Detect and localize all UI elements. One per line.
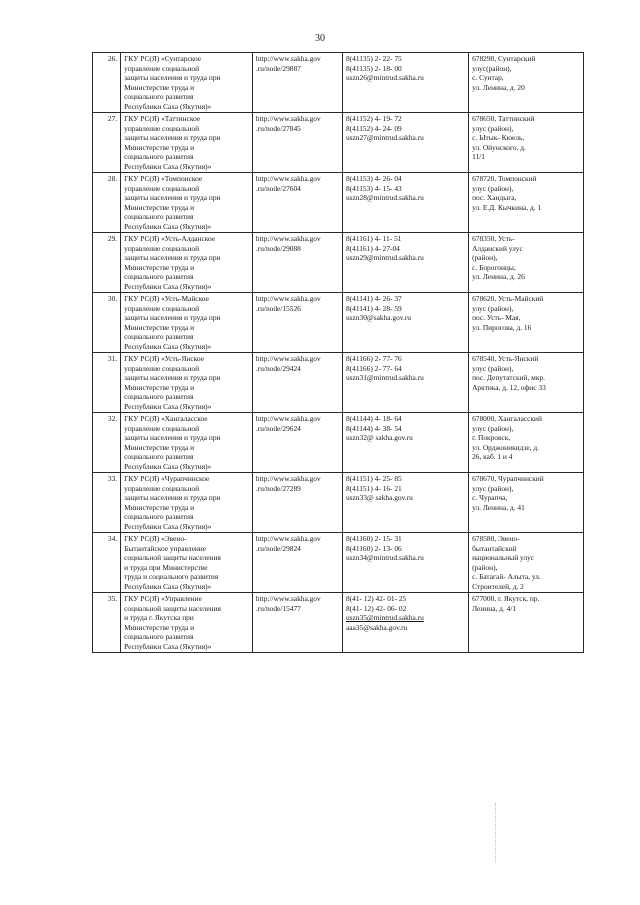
institution-name-line: защиты населения и труда при [124,313,221,323]
table-row [93,533,584,593]
institution-name-cell [121,293,253,353]
address-line: 678350, Усть- [472,234,515,243]
contacts-line: 8(41144) 4- 38- 54 [345,423,402,433]
institution-name-cell [121,353,253,413]
institution-name-line: социального развития [124,92,194,102]
institutions-table [92,52,584,653]
address-cell [469,113,584,173]
institution-name-line: Министерстве труда и [124,622,195,632]
row-number: 33. [93,473,121,533]
institution-name-line: защиты населения и труда при [124,493,221,503]
institution-name-line: социального развития [124,212,194,222]
contacts-line: 8(41141) 4- 28- 59 [345,303,402,313]
address-line: с. Ытык- Кюель, [472,133,525,143]
website-link-line: .ru/node/15526 [255,303,301,313]
contacts-cell [342,533,468,593]
institution-name-line: Республики Саха (Якутия)» [124,281,212,291]
institution-name-line: социального развития [124,332,194,342]
table-row [93,593,584,653]
institution-name-line: ГКУ РС(Я) «Чурапчинское [124,474,210,483]
address-line: улус (район), [472,303,514,313]
institution-name-line: управление социальной [124,183,200,193]
institution-name-line: социального развития [124,452,194,462]
institution-name-line: управление социальной [124,423,200,433]
institution-name-line: Министерстве труда и [124,262,195,272]
address-line: 26, каб. 1 и 4 [472,452,513,462]
website-link-line: .ru/node/29824 [255,543,301,553]
address-line: с. Борогонцы, [472,262,516,272]
institution-name-line: ГКУ РС(Я) «Усть-Алданское [124,234,216,243]
institution-name-line: защиты населения и труда при [124,433,221,443]
website-link-line: http://www.sakha.gov [255,534,321,543]
address-line: ул. Ленина, д. 41 [472,502,525,512]
institution-name-line: Республики Саха (Якутия)» [124,101,212,111]
contacts-line: 8(41166) 2- 77- 76 [345,354,402,363]
website-link-cell[interactable] [252,233,342,293]
institution-name-line: управление социальной [124,483,200,493]
address-line: ул. Е.Д. Кычкина, д. 1 [472,202,542,212]
website-link-cell[interactable] [252,473,342,533]
institution-name-line: Республики Саха (Якутия)» [124,221,212,231]
contacts-line: 8(41153) 4- 15- 43 [345,183,402,193]
contacts-line: aaa35@sakha.gov.ru [345,622,408,632]
website-link-line: http://www.sakha.gov [255,294,321,303]
website-link-line: .ru/node/27845 [255,123,301,133]
address-line: с. Батагай- Алыта, ул. [472,572,541,582]
contacts-line: 8(41144) 4- 18- 64 [345,414,402,423]
institution-name-cell [121,533,253,593]
institution-name-cell [121,53,253,113]
contacts-line: uszn30@sakha.gov.ru [345,313,411,323]
contacts-cell [342,593,468,653]
institution-name-line: управление социальной [124,63,200,73]
address-cell [469,293,584,353]
address-line: пос. Депутатский, мкр. [472,373,545,383]
institution-name-line: управление социальной [124,363,200,373]
table-row [93,293,584,353]
table-row [93,233,584,293]
address-line: ул. Ленина, д. 20 [472,82,525,92]
institution-name-line: Республики Саха (Якутия)» [124,461,212,471]
contacts-line: uszn34@mintrud.sakha.ru [345,553,424,563]
institution-name-line: Республики Саха (Якутия)» [124,161,212,171]
address-line: улус(район), [472,63,512,73]
institution-name-line: социальной защиты населения [124,603,221,613]
website-link-cell[interactable] [252,353,342,413]
contacts-cell [342,113,468,173]
institution-name-line: ГКУ РС(Я) «Управление [124,594,202,603]
contacts-line: 8(41151) 4- 25- 85 [345,474,402,483]
website-link-line: http://www.sakha.gov [255,174,321,183]
institution-name-line: Республики Саха (Якутия)» [124,521,212,531]
website-link-cell[interactable] [252,113,342,173]
institution-name-line: и труда г. Якутска при [124,613,194,623]
address-cell [469,533,584,593]
institution-name-line: Республики Саха (Якутия)» [124,581,212,591]
institution-name-line: ГКУ РС(Я) «Усть-Майское [124,294,209,303]
table-row [93,113,584,173]
table-row [93,53,584,113]
table-row [93,173,584,233]
row-number: 34. [93,533,121,593]
institutions-table-body [93,53,584,653]
address-line: ул. Ойунского, д. [472,142,526,152]
address-line: с. Сунтар, [472,73,504,83]
address-line: улус (район), [472,423,514,433]
contacts-line: 8(41152) 4- 19- 72 [345,114,402,123]
institution-name-line: социального развития [124,272,194,282]
address-line: с. Чурапча, [472,493,508,503]
contacts-line: 8(41160) 2- 15- 31 [345,534,402,543]
contacts-line: 8(41151) 4- 16- 21 [345,483,402,493]
page-number: 30 [315,33,325,44]
address-line: 678720, Томпонский [472,174,537,183]
institution-name-line: ГКУ РС(Я) «Эвено- [124,534,187,543]
institution-name-line: защиты населения и труда при [124,73,221,83]
website-link-cell[interactable] [252,593,342,653]
contacts-line: 8(41- 12) 42- 06- 02 [345,603,407,613]
address-cell [469,353,584,413]
institution-name-line: Министерстве труда и [124,202,195,212]
contacts-line: 8(41161) 4- 11- 51 [345,234,402,243]
table-row [93,413,584,473]
institution-name-line: Министерстве труда и [124,322,195,332]
address-cell [469,173,584,233]
contacts-cell [342,173,468,233]
table-row [93,353,584,413]
institution-name-line: защиты населения и труда при [124,253,221,263]
address-line: 678580, Эвено- [472,534,520,543]
contacts-line: 8(41- 12) 42- 01- 25 [345,594,407,603]
address-line: пос. Хандыга, [472,193,517,203]
contacts-line: 8(41135) 2- 18- 00 [345,63,402,73]
row-number: 26. [93,53,121,113]
website-link-line: http://www.sakha.gov [255,234,321,243]
address-line: улус (район), [472,483,514,493]
website-link-cell[interactable] [252,413,342,473]
address-line: г. Покровск, [472,433,511,443]
institution-name-line: социального развития [124,632,194,642]
address-line: 678000, Хангаласский [472,414,542,423]
institution-name-cell [121,113,253,173]
website-link-line: http://www.sakha.gov [255,114,321,123]
institution-name-line: защиты населения и труда при [124,133,221,143]
institution-name-cell [121,233,253,293]
contacts-line: 8(41161) 4- 27-04 [345,243,400,253]
website-link-line: .ru/node/15477 [255,603,301,613]
contacts-line: 8(41135) 2- 22- 75 [345,54,402,63]
institution-name-line: управление социальной [124,303,200,313]
website-link-line: http://www.sakha.gov [255,594,321,603]
website-link-line: http://www.sakha.gov [255,474,321,483]
institution-name-line: ГКУ РС(Я) «Сунтарское [124,54,202,63]
institution-name-cell [121,593,253,653]
contacts-cell [342,233,468,293]
address-cell [469,53,584,113]
institution-name-line: ГКУ РС(Я) «Томпонское [124,174,203,183]
contacts-line: uszn31@mintrud.sakha.ru [345,373,424,383]
address-cell [469,473,584,533]
contacts-line: 8(41141) 4- 26- 37 [345,294,402,303]
institution-name-line: труда и социального развития [124,572,219,582]
institution-name-line: управление социальной [124,123,200,133]
website-link-cell[interactable] [252,53,342,113]
address-line: 677000, г. Якутск, пр. [472,594,540,603]
website-link-cell[interactable] [252,293,342,353]
address-line: улус (район), [472,183,514,193]
contacts-line: uszn26@mintrud.sakha.ru [345,73,424,83]
address-line: Ленина, д. 4/1 [472,603,517,613]
contacts-line: uszn27@mintrud.sakha.ru [345,133,424,143]
address-line: (район), [472,562,498,572]
scan-artifact-dots [495,803,496,863]
institution-name-line: социального развития [124,392,194,402]
institution-name-line: ГКУ РС(Я) «Усть-Янское [124,354,204,363]
institution-name-line: Республики Саха (Якутия)» [124,641,212,651]
website-link-line: http://www.sakha.gov [255,354,321,363]
institution-name-line: защиты населения и труда при [124,193,221,203]
institution-name-line: Министерстве труда и [124,442,195,452]
institution-name-line: Министерстве труда и [124,142,195,152]
contacts-line: uszn28@mintrud.sakha.ru [345,193,424,203]
row-number: 28. [93,173,121,233]
row-number: 30. [93,293,121,353]
institution-name-line: ГКУ РС(Я) «Таттинское [124,114,201,123]
address-line: 678650, Таттинский [472,114,535,123]
row-number: 27. [93,113,121,173]
address-line: 678670, Чурапчинский [472,474,544,483]
address-cell [469,413,584,473]
institution-name-line: управление социальной [124,243,200,253]
website-link-line: .ru/node/27604 [255,183,301,193]
institution-name-cell [121,413,253,473]
website-link-line: .ru/node/29624 [255,423,301,433]
contacts-cell [342,293,468,353]
institution-name-cell [121,473,253,533]
address-line: (район), [472,253,498,263]
contacts-cell [342,473,468,533]
institution-name-line: Бытантайское управление [124,543,207,553]
address-line: национальный улус [472,553,535,563]
institution-name-line: Республики Саха (Якутия)» [124,401,212,411]
website-link-cell[interactable] [252,533,342,593]
contacts-line: 8(41166) 2- 77- 64 [345,363,402,373]
table-row [93,473,584,533]
website-link-line: .ru/node/29424 [255,363,301,373]
address-cell [469,593,584,653]
institution-name-line: Республики Саха (Якутия)» [124,341,212,351]
address-line: улус (район), [472,123,514,133]
website-link-line: .ru/node/29887 [255,63,301,73]
address-line: Строителей, д. 2 [472,581,524,591]
address-line: улус (район), [472,363,514,373]
contacts-line: uszn35@mintrud.sakha.ru [345,613,424,623]
institution-name-line: социальной защиты населения [124,553,221,563]
contacts-line: uszn32@ sakha.gov.ru [345,433,413,443]
address-line: 678620, Усть-Майский [472,294,544,303]
row-number: 35. [93,593,121,653]
address-line: пос. Усть- Мая, [472,313,521,323]
contacts-line: uszn33@ sakha.gov.ru [345,493,413,503]
institution-name-line: Министерстве труда и [124,502,195,512]
website-link-line: .ru/node/27289 [255,483,301,493]
row-number: 29. [93,233,121,293]
institution-name-cell [121,173,253,233]
institution-name-line: социального развития [124,512,194,522]
contacts-cell [342,53,468,113]
row-number: 32. [93,413,121,473]
address-line: Алданский улус [472,243,523,253]
website-link-line: http://www.sakha.gov [255,414,321,423]
address-line: ул. Пирогова, д. 16 [472,322,532,332]
website-link-line: .ru/node/29088 [255,243,301,253]
address-cell [469,233,584,293]
address-line: 11/1 [472,152,485,162]
website-link-line: http://www.sakha.gov [255,54,321,63]
address-line: бытантайский [472,543,517,553]
institution-name-line: и труда при Министерстве [124,562,208,572]
address-line: 678290, Сунтарский [472,54,536,63]
contacts-line: uszn29@mintrud.sakha.ru [345,253,424,263]
institution-name-line: Министерстве труда и [124,382,195,392]
institution-name-line: защиты населения и труда при [124,373,221,383]
contacts-line: 8(41153) 4- 26- 04 [345,174,402,183]
contacts-cell [342,413,468,473]
institution-name-line: Министерстве труда и [124,82,195,92]
row-number: 31. [93,353,121,413]
website-link-cell[interactable] [252,173,342,233]
address-line: ул. Орджоникидзе, д. [472,442,539,452]
contacts-line: 8(41152) 4- 24- 09 [345,123,402,133]
address-line: ул. Ленина, д. 26 [472,272,525,282]
address-line: Арктика, д. 12, офис 33 [472,382,546,392]
contacts-line: 8(41160) 2- 13- 06 [345,543,402,553]
institution-name-line: социального развития [124,152,194,162]
institution-name-line: ГКУ РС(Я) «Хангаласское [124,414,208,423]
contacts-cell [342,353,468,413]
address-line: 678540, Усть-Янский [472,354,539,363]
